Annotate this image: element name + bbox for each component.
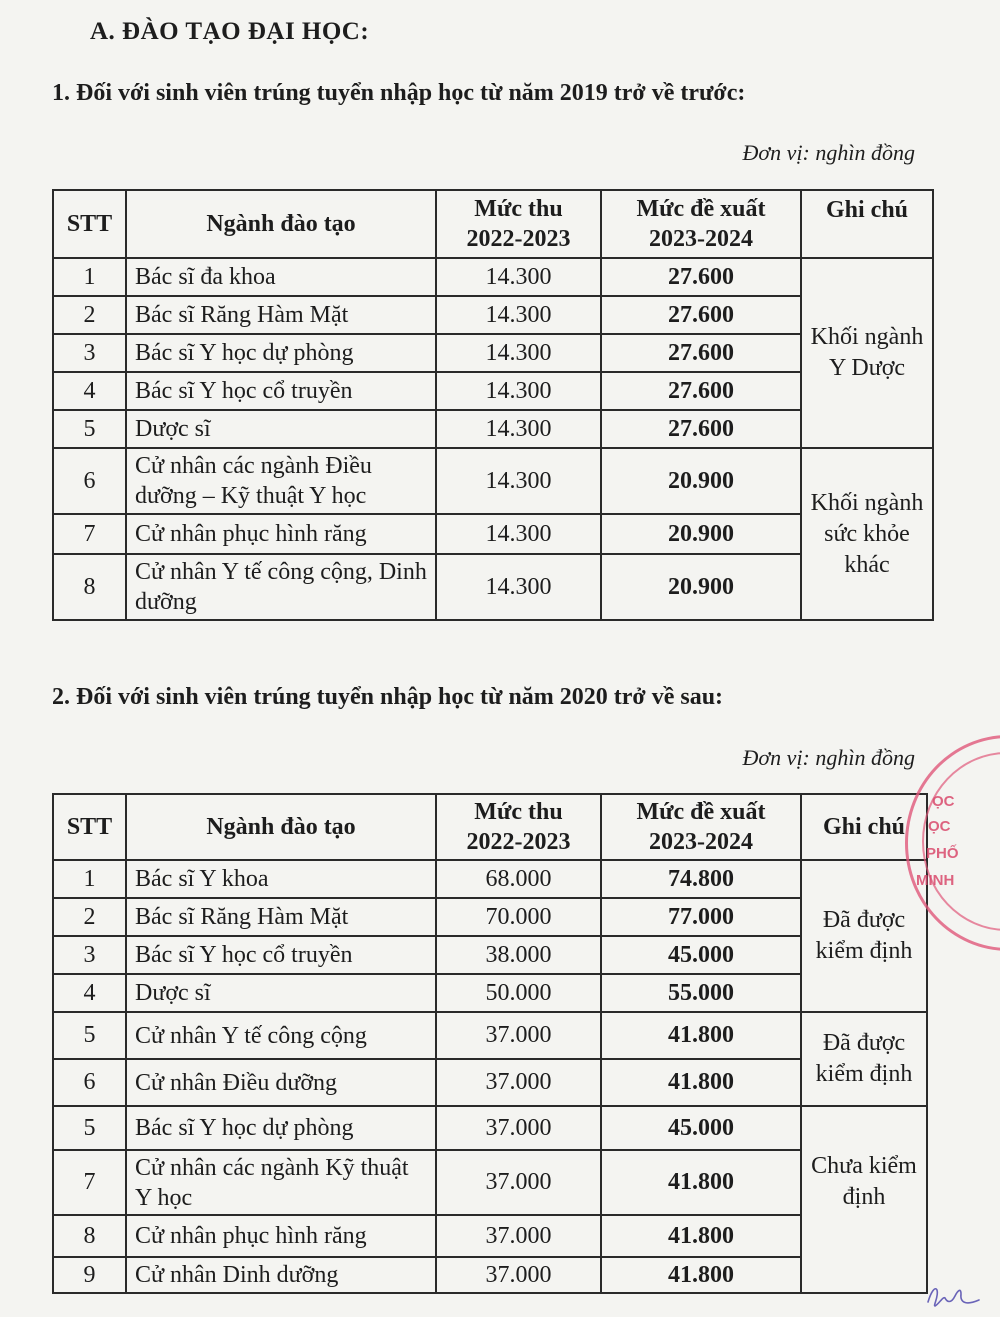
table-row <box>53 1012 927 1059</box>
row-program: Bác sĩ Răng Hàm Mặt <box>126 898 436 936</box>
row-fee: 14.300 <box>436 296 601 334</box>
header-stt: STT <box>53 190 126 258</box>
section1-title: 1. Đối với sinh viên trúng tuyển nhập học từ năm 2019 trở về trước: <box>52 80 746 106</box>
row-fee: 14.300 <box>436 448 601 514</box>
table-row <box>53 1215 927 1257</box>
note-da-duoc-kiem-dinh: Đã được kiểm định <box>801 860 927 1012</box>
stamp-text-3: PHỐ <box>926 845 959 862</box>
row-stt: 7 <box>53 1150 126 1215</box>
row-proposed: 20.900 <box>601 514 801 554</box>
signature-mark <box>925 1282 985 1312</box>
row-fee: 37.000 <box>436 1257 601 1293</box>
table-row <box>53 1257 927 1293</box>
row-program: Bác sĩ Y khoa <box>126 860 436 898</box>
row-program: Bác sĩ đa khoa <box>126 258 436 296</box>
row-stt: 2 <box>53 296 126 334</box>
row-fee: 14.300 <box>436 334 601 372</box>
row-stt: 6 <box>53 1059 126 1106</box>
table-row <box>53 258 933 296</box>
row-proposed: 41.800 <box>601 1257 801 1293</box>
row-proposed: 20.900 <box>601 554 801 620</box>
row-program: Bác sĩ Y học dự phòng <box>126 1106 436 1150</box>
row-fee: 37.000 <box>436 1215 601 1257</box>
row-program: Cử nhân các ngành Điều dưỡng – Kỹ thuật Y học <box>126 448 436 514</box>
row-fee: 14.300 <box>436 514 601 554</box>
table-row <box>53 860 927 898</box>
row-fee: 38.000 <box>436 936 601 974</box>
row-program: Bác sĩ Răng Hàm Mặt <box>126 296 436 334</box>
row-stt: 8 <box>53 554 126 620</box>
row-fee: 70.000 <box>436 898 601 936</box>
row-fee: 37.000 <box>436 1059 601 1106</box>
row-program: Cử nhân Y tế công cộng <box>126 1012 436 1059</box>
row-fee: 37.000 <box>436 1150 601 1215</box>
row-proposed: 77.000 <box>601 898 801 936</box>
row-fee: 50.000 <box>436 974 601 1012</box>
row-stt: 4 <box>53 974 126 1012</box>
row-stt: 2 <box>53 898 126 936</box>
row-proposed: 55.000 <box>601 974 801 1012</box>
row-proposed: 27.600 <box>601 258 801 296</box>
row-stt: 6 <box>53 448 126 514</box>
row-stt: 1 <box>53 860 126 898</box>
header-fee: Mức thu 2022-2023 <box>436 794 601 860</box>
row-program: Cử nhân phục hình răng <box>126 1215 436 1257</box>
table-row <box>53 898 927 936</box>
header-proposed: Mức đề xuất 2023-2024 <box>601 794 801 860</box>
row-program: Bác sĩ Y học cổ truyền <box>126 936 436 974</box>
row-stt: 8 <box>53 1215 126 1257</box>
header-note: Ghi chú <box>801 190 933 258</box>
note-khoi-suc-khoe-khac: Khối ngành sức khỏe khác <box>801 448 933 620</box>
row-stt: 3 <box>53 936 126 974</box>
row-fee: 68.000 <box>436 860 601 898</box>
section2-title: 2. Đối với sinh viên trúng tuyển nhập học từ năm 2020 trở về sau: <box>52 684 724 710</box>
row-proposed: 41.800 <box>601 1150 801 1215</box>
row-program: Cử nhân phục hình răng <box>126 514 436 554</box>
row-program: Cử nhân Y tế công cộng, Dinh dưỡng <box>126 554 436 620</box>
row-stt: 5 <box>53 410 126 448</box>
row-proposed: 41.800 <box>601 1012 801 1059</box>
fee-table-2019 <box>52 189 934 621</box>
row-proposed: 20.900 <box>601 448 801 514</box>
stamp-text-1: ỌC <box>932 793 955 810</box>
row-proposed: 27.600 <box>601 372 801 410</box>
row-fee: 37.000 <box>436 1106 601 1150</box>
row-stt: 1 <box>53 258 126 296</box>
table-row <box>53 448 933 514</box>
row-program: Dược sĩ <box>126 410 436 448</box>
row-proposed: 74.800 <box>601 860 801 898</box>
row-proposed: 27.600 <box>601 334 801 372</box>
stamp-text-4: MINH <box>916 872 955 889</box>
row-fee: 14.300 <box>436 258 601 296</box>
table-row <box>53 1059 927 1106</box>
row-proposed: 27.600 <box>601 296 801 334</box>
row-stt: 3 <box>53 334 126 372</box>
row-stt: 7 <box>53 514 126 554</box>
note-khoi-y-duoc: Khối ngành Y Dược <box>801 258 933 448</box>
note-da-duoc-kiem-dinh-2: Đã được kiểm định <box>801 1012 927 1106</box>
row-stt: 4 <box>53 372 126 410</box>
row-stt: 9 <box>53 1257 126 1293</box>
row-fee: 37.000 <box>436 1012 601 1059</box>
row-stt: 5 <box>53 1106 126 1150</box>
heading-dao-tao-dai-hoc: A. ĐÀO TẠO ĐẠI HỌC: <box>90 18 370 45</box>
table-row <box>53 1106 927 1150</box>
header-program: Ngành đào tạo <box>126 794 436 860</box>
fee-table-2020 <box>52 793 928 1294</box>
header-proposed: Mức đề xuất 2023-2024 <box>601 190 801 258</box>
note-chua-kiem-dinh: Chưa kiểm định <box>801 1106 927 1293</box>
header-note: Ghi chú <box>801 794 927 860</box>
row-proposed: 27.600 <box>601 410 801 448</box>
table-row <box>53 974 927 1012</box>
row-program: Cử nhân các ngành Kỹ thuật Y học <box>126 1150 436 1215</box>
row-program: Cử nhân Điều dưỡng <box>126 1059 436 1106</box>
row-program: Dược sĩ <box>126 974 436 1012</box>
row-proposed: 45.000 <box>601 936 801 974</box>
row-fee: 14.300 <box>436 372 601 410</box>
row-proposed: 45.000 <box>601 1106 801 1150</box>
row-program: Bác sĩ Y học dự phòng <box>126 334 436 372</box>
header-stt: STT <box>53 794 126 860</box>
row-program: Bác sĩ Y học cổ truyền <box>126 372 436 410</box>
table-row <box>53 1150 927 1215</box>
stamp-text-2: ỌC <box>928 818 951 835</box>
row-program: Cử nhân Dinh dưỡng <box>126 1257 436 1293</box>
row-fee: 14.300 <box>436 554 601 620</box>
unit-label-1: Đơn vị: nghìn đồng <box>742 140 915 165</box>
row-fee: 14.300 <box>436 410 601 448</box>
header-program: Ngành đào tạo <box>126 190 436 258</box>
row-proposed: 41.800 <box>601 1215 801 1257</box>
row-stt: 5 <box>53 1012 126 1059</box>
row-proposed: 41.800 <box>601 1059 801 1106</box>
table-row <box>53 936 927 974</box>
header-fee: Mức thu 2022-2023 <box>436 190 601 258</box>
unit-label-2: Đơn vị: nghìn đồng <box>742 745 915 770</box>
